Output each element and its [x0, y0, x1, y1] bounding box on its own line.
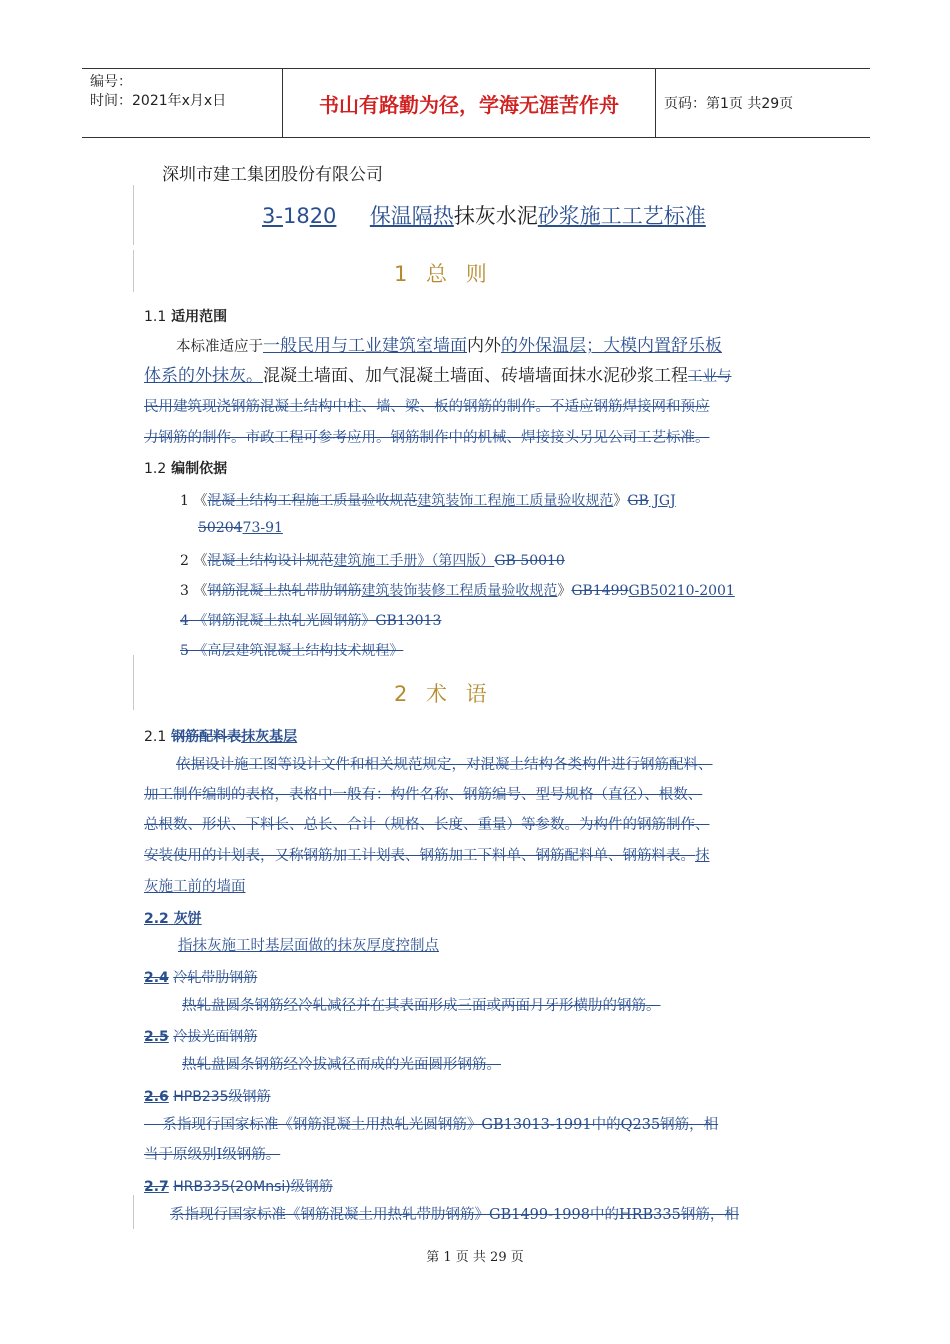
document-title: [262, 200, 706, 230]
heading-1-1: [144, 306, 227, 326]
reference-1-continued: [198, 520, 283, 536]
title-code-a: 3-: [262, 204, 283, 228]
page-number-label: 页码：第1页 共29页: [664, 96, 794, 112]
reference-4: 4 《钢筋混凝土热轧光圆钢筋》GB13013: [180, 613, 442, 629]
text-run: GB1499: [571, 583, 629, 599]
term-2-5-text: 热轧盘圆条钢筋经冷拔减径而成的光面圆形钢筋。: [182, 1057, 501, 1073]
heading-label: 冷拔光面钢筋: [173, 1029, 258, 1045]
text-run: 混凝土墙面、加气混凝土墙面、砖墙墙面抹水泥砂浆工程: [263, 366, 688, 386]
term-2-7-line-1: 系指现行国家标准《钢筋混凝土用热轧带肋钢筋》GB1499-1998中的HRB335钢筋，相: [170, 1207, 739, 1223]
text-run: GB50210-2001: [628, 583, 735, 599]
text-run: 内外: [467, 336, 501, 356]
title-part-3: 砂浆施工工艺标准: [537, 204, 706, 228]
change-bar: [133, 185, 134, 245]
term-2-6-line-1: 系指现行国家标准《钢筋混凝土用热轧光圆钢筋》GB13013-1991中的Q235钢筋，相: [144, 1117, 719, 1133]
heading-label: 冷轧带肋钢筋: [173, 970, 258, 986]
text-run: 50204: [198, 520, 243, 536]
text-run: GB: [627, 493, 649, 509]
heading-2-6: [144, 1086, 271, 1106]
heading-label: HRB335(20Mnsi)级钢筋: [173, 1179, 333, 1195]
heading-number: 2.4: [144, 970, 169, 986]
page-header: [82, 68, 870, 138]
scope-line-1: [176, 331, 722, 362]
heading-2-1: [144, 726, 297, 746]
reference-1: [180, 490, 676, 510]
heading-number: 2.2: [144, 911, 169, 927]
heading-label: 抹灰基层: [241, 729, 298, 745]
term-2-1-line-3: 总根数、形状、下料长、总长、合计（规格、长度、重量）等参数。为构件的钢筋制作、: [144, 817, 710, 833]
text-run: 抹: [695, 848, 710, 864]
text-run: 体系的外抹灰。: [144, 366, 263, 386]
term-2-6-line-2: 当于原级别Ⅰ级钢筋。: [144, 1147, 281, 1163]
page-footer: 第 1 页 共 29 页: [426, 1250, 524, 1265]
heading-label-deleted: 钢筋配料表: [171, 729, 242, 745]
heading-2-2: [144, 908, 202, 928]
title-code-b: 18: [282, 204, 310, 228]
text-run: 一般民用与工业建筑室墙面: [263, 336, 467, 356]
change-bar: [133, 250, 134, 292]
term-2-4-text: 热轧盘圆条钢筋经冷轧减径并在其表面形成三面或两面月牙形横肋的钢筋。: [182, 998, 661, 1014]
text-run: 混凝土结构设计规范: [207, 553, 334, 569]
scope-line-3: 民用建筑现浇钢筋混凝土结构中柱、墙、梁、板的钢筋的制作。不适应钢筋焊接网和预应: [144, 399, 710, 415]
text-run: 工业与: [688, 369, 732, 385]
term-2-1-line-4: [144, 841, 710, 871]
change-bar: [133, 655, 134, 710]
motto-cell: [282, 69, 656, 137]
term-2-2-text: 指抹灰施工时基层面做的抹灰厚度控制点: [178, 938, 439, 954]
section-heading-general: 1 总 则: [394, 262, 493, 286]
text-run: 73-91: [242, 520, 283, 536]
heading-2-7: [144, 1176, 333, 1196]
motto-text: 书山有路勤为径，学海无涯苦作舟: [319, 92, 619, 117]
heading-label: HPB235级钢筋: [173, 1089, 271, 1105]
heading-number: 2.5: [144, 1029, 169, 1045]
text-run: 安装使用的计划表，又称钢筋加工计划表、钢筋加工下料单、钢筋配料单、钢筋料表。: [144, 848, 695, 864]
term-2-1-line-2: 加工制作编制的表格，表格中一般有：构件名称、钢筋编号、型号规格（直径）、根数、: [144, 787, 703, 803]
scope-line-2: [144, 361, 732, 392]
heading-2-4: [144, 967, 257, 987]
title-code-c: 20: [309, 204, 337, 228]
text-run: 》（第四版）: [417, 553, 495, 569]
reference-5: 5 《高层建筑混凝土结构技术规程》: [180, 643, 404, 659]
heading-label: 灰饼: [173, 911, 202, 927]
header-meta-cell: [82, 69, 282, 137]
text-run: JGJ: [648, 493, 676, 509]
reference-3: [180, 580, 735, 600]
text-run: GB 50010: [494, 553, 565, 569]
text-run: 1 《: [180, 493, 208, 509]
scope-line-4: 力钢筋的制作。市政工程可参考应用。钢筋制作中的机械、焊接接头另见公司工艺标准。: [144, 430, 710, 446]
text-run: 建筑装饰工程施工质量验收规范: [417, 493, 614, 509]
text-run: 3 《: [180, 583, 208, 599]
text-run: 的外保温层；大模内置舒乐板: [501, 336, 722, 356]
heading-number: 2.7: [144, 1179, 169, 1195]
term-2-1-line-5: 灰施工前的墙面: [144, 879, 246, 895]
time-label: 时间：2021年x月x日: [90, 93, 227, 109]
text-run: 混凝土结构工程施工质量验收规范: [207, 493, 418, 509]
text-run: 本标准适应于: [176, 339, 263, 355]
heading-number: 2.6: [144, 1089, 169, 1105]
text-run: 》: [557, 583, 572, 599]
text-run: 》: [613, 493, 628, 509]
heading-2-5: [144, 1026, 257, 1046]
text-run: 2 《: [180, 553, 208, 569]
text-run: 钢筋混凝土热轧带肋钢筋: [207, 583, 362, 599]
heading-number: 2.1: [144, 729, 167, 745]
heading-number: 1.1: [144, 309, 167, 325]
reference-2: [180, 550, 565, 570]
number-label: 编号：: [90, 74, 132, 90]
heading-1-2: [144, 458, 227, 478]
text-run: 建筑装饰装修工程质量验收规范: [361, 583, 558, 599]
section-heading-terms: 2 术 语: [394, 682, 493, 706]
text-run: 建筑施工手册: [333, 553, 418, 569]
title-part-1: 保温隔热: [369, 204, 454, 228]
change-bar: [133, 1195, 134, 1229]
heading-number: 1.2: [144, 461, 167, 477]
heading-label: 适用范围: [171, 309, 228, 325]
heading-label: 编制依据: [171, 461, 228, 477]
company-name: 深圳市建工集团股份有限公司: [162, 165, 383, 185]
page-number-cell: [654, 69, 870, 137]
title-part-2: 抹灰水泥: [453, 204, 538, 228]
term-2-1-line-1: 依据设计施工图等设计文件和相关规范规定，对混凝土结构各类构件进行钢筋配料、: [176, 757, 713, 773]
